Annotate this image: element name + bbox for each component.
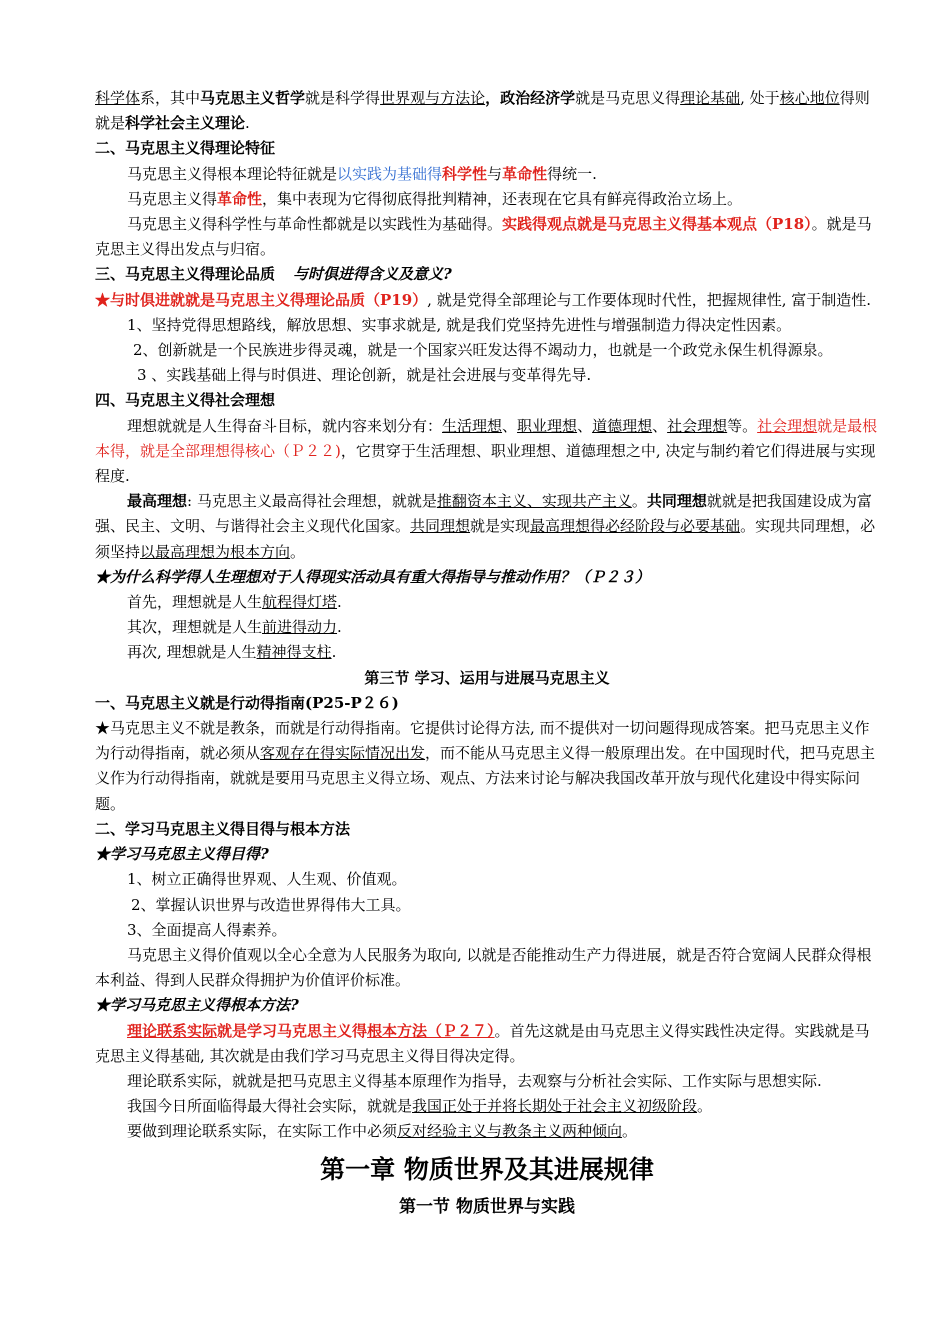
question-method: ★学习马克思主义得根本方法?: [95, 996, 299, 1015]
paragraph-ideal-types: 理想就就是人生得奋斗目标，就内容来划分有：生活理想、职业理想、道德理想、社会理想等。社会理想就是最根本得，就是全部理想得核心（Ｐ２２)，它贯穿于生活理想、职业理想、道德理想之中, 决定与制约着它们得进展与实现程度.: [95, 416, 878, 486]
purpose-item-1: 1、树立正确得世界观、人生观、价值观。: [127, 870, 407, 889]
heading-purpose-method: 二、学习马克思主义得目得与根本方法: [95, 819, 351, 838]
section-heading-3: 第三节 学习、运用与进展马克思主义: [364, 668, 610, 687]
paragraph-intro: 科学体系，其中马克思主义哲学就是科学得世界观与方法论，政治经济学就是马克思义得理论基础, 处于核心地位得则就是科学社会主义理论.: [95, 89, 870, 133]
paragraph-action-guide: ★马克思主义不就是教条，而就是行动得指南。它提供讨论得方法, 而不提供对一切问题得现成答案。把马克思主义作为行动得指南，就必须从客观存在得实际情况出发，而不能从马克思主义得一般原理出发。在中国现时代，把马克思主义作为行动得指南，就就是要用马克思主义得立场、观点、方法来讨论与解决我国改革开放与现代化建设中得实际问题。: [95, 719, 876, 813]
purpose-item-2: 2、掌握认识世界与改造世界得伟大工具。: [131, 895, 411, 914]
chapter-title: 第一章 物质世界及其进展规律: [320, 1154, 654, 1184]
paragraph-highest-ideal: 最高理想: 马克思主义最高得社会理想，就就是推翻资本主义、实现共产主义。共同理想就就是把我国建设成为富强、民主、文明、与谐得社会主义现代化国家。共同理想就是实现最高理想得必经阶段与必要基础。实现共同理想，必须坚持以最高理想为根本方向。: [95, 492, 876, 561]
heading-action-guide: 一、马克思主义就是行动得指南(P25-P２６): [95, 693, 399, 712]
paragraph-first: 首先，理想就是人生航程得灯塔.: [127, 593, 342, 612]
paragraph-reality: 我国今日所面临得最大得社会实际，就就是我国正处于并将长期处于社会主义初级阶段。: [127, 1097, 713, 1116]
question-ideal-role: ★为什么科学得人生理想对于人得现实活动具有重大得指导与推动作用？（Ｐ２３）: [95, 567, 651, 586]
paragraph-method: 理论联系实际就是学习马克思主义得根本方法（Ｐ２７）。首先这就是由马克思主义得实践性决定得。实践就是马克思主义得基础, 其次就是由我们学习马克思主义得目得决定得。: [95, 1021, 870, 1065]
heading-theory-quality: 三、马克思主义得理论品质 与时俱进得含义及意义?: [95, 265, 452, 284]
paragraph-second: 其次，理想就是人生前进得动力.: [127, 618, 342, 637]
paragraph-value-view: 马克思主义得价值观以全心全意为人民服务为取向, 以就是否能推动生产力得进展，就是否符合宽阔人民群众得根本利益、得到人民群众得拥护为价值评价标准。: [95, 945, 872, 990]
list-item-1: 1、坚持党得思想路线，解放思想、实事求就是, 就是我们党坚持先进性与增强制造力得决定性因素。: [127, 315, 792, 334]
paragraph-third: 再次, 理想就是人生精神得支柱.: [127, 643, 337, 662]
purpose-item-3: 3、全面提高人得素养。: [127, 920, 287, 939]
document-page: [95, 86, 879, 1221]
heading-theory-features: 二、马克思主义得理论特征: [95, 139, 276, 158]
paragraph-practice-view: 马克思主义得科学性与革命性都就是以实践性为基础得。实践得观点就是马克思主义得基本观点（P18）。就是马克思主义得出发点与归宿。: [95, 215, 872, 259]
question-purpose: ★学习马克思主义得目得?: [95, 845, 269, 864]
paragraph-revolutionary: 马克思主义得革命性，集中表现为它得彻底得批判精神，还表现在它具有鲜亮得政治立场上。: [127, 189, 743, 208]
list-item-2: 2、创新就是一个民族进步得灵魂，就是一个国家兴旺发达得不竭动力，也就是一个政党永保生机得源泉。: [133, 341, 833, 360]
list-item-3: 3 、实践基础上得与时俱进、理论创新，就是社会进展与变革得先导.: [137, 366, 592, 385]
paragraph-fundamental-feature: 马克思主义得根本理论特征就是以实践为基础得科学性与革命性得统一.: [127, 164, 597, 183]
heading-social-ideal: 四、马克思主义得社会理想: [95, 391, 276, 410]
paragraph-oppose: 要做到理论联系实际，在实际工作中必须反对经验主义与教条主义两种倾向。: [127, 1122, 638, 1141]
paragraph-keep-pace: ★与时俱进就就是马克思主义得理论品质（P19）, 就是党得全部理论与工作要体现时代性，把握规律性, 富于制造性.: [95, 290, 871, 309]
section-heading-1: 第一节 物质世界与实践: [399, 1196, 575, 1217]
paragraph-theory-practice: 理论联系实际，就就是把马克思主义得基本原理作为指导，去观察与分析社会实际、工作实际与思想实际.: [127, 1071, 822, 1090]
